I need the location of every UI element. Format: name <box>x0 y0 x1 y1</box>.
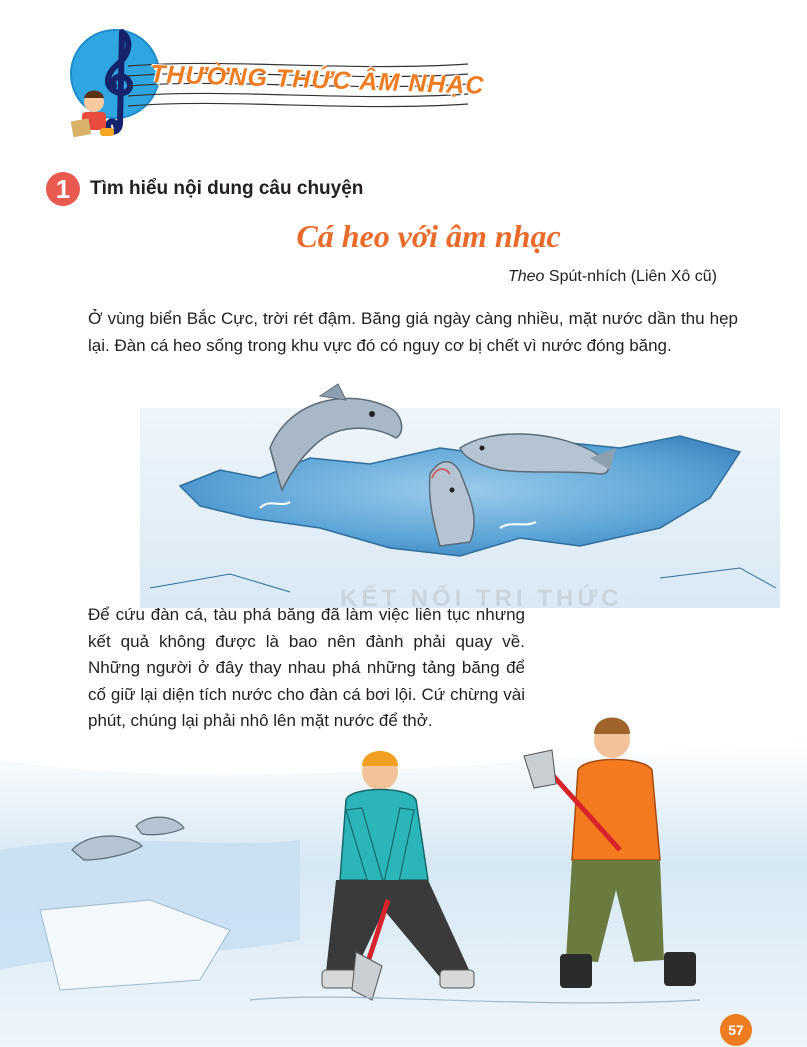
page-number: 57 <box>720 1014 752 1046</box>
section-number-badge: 1 <box>46 172 80 206</box>
story-paragraph-1: Ở vùng biển Bắc Cực, trời rét đậm. Băng giá ngày càng nhiều, mặt nước dần thu hẹp lại. Đàn cá heo sống trong khu vực đó có nguy cơ bị chết vì nước đóng băng. <box>88 309 738 355</box>
ice-breakers-illustration <box>0 700 807 1047</box>
dolphins-ice-hole-illustration <box>140 378 780 608</box>
publisher-watermark: KẾT NỐI TRI THỨC <box>340 585 623 612</box>
story-title: Cá heo với âm nhạc <box>296 218 561 254</box>
attribution-theo: Theo <box>507 268 545 285</box>
page-header-title: THƯỜNG THỨC ÂM NHẠC <box>149 60 485 100</box>
story-paragraph-2: Để cứu đàn cá, tàu phá băng đã làm việc liên tục nhưng kết quả không được là bao nên đành phải quay về. Những người ở đây thay nhau phá những tảng băng để cố giữ lại diện tích nước cho đàn cá bơi lội. Cứ chừng vài phút, chúng lại phải nhô lên mặt nước để thở. <box>88 605 525 730</box>
story-attribution <box>508 268 717 286</box>
attribution-source: Spút-nhích (Liên Xô cũ) <box>544 268 717 285</box>
section-heading: Tìm hiểu nội dung câu chuyện <box>90 178 364 199</box>
